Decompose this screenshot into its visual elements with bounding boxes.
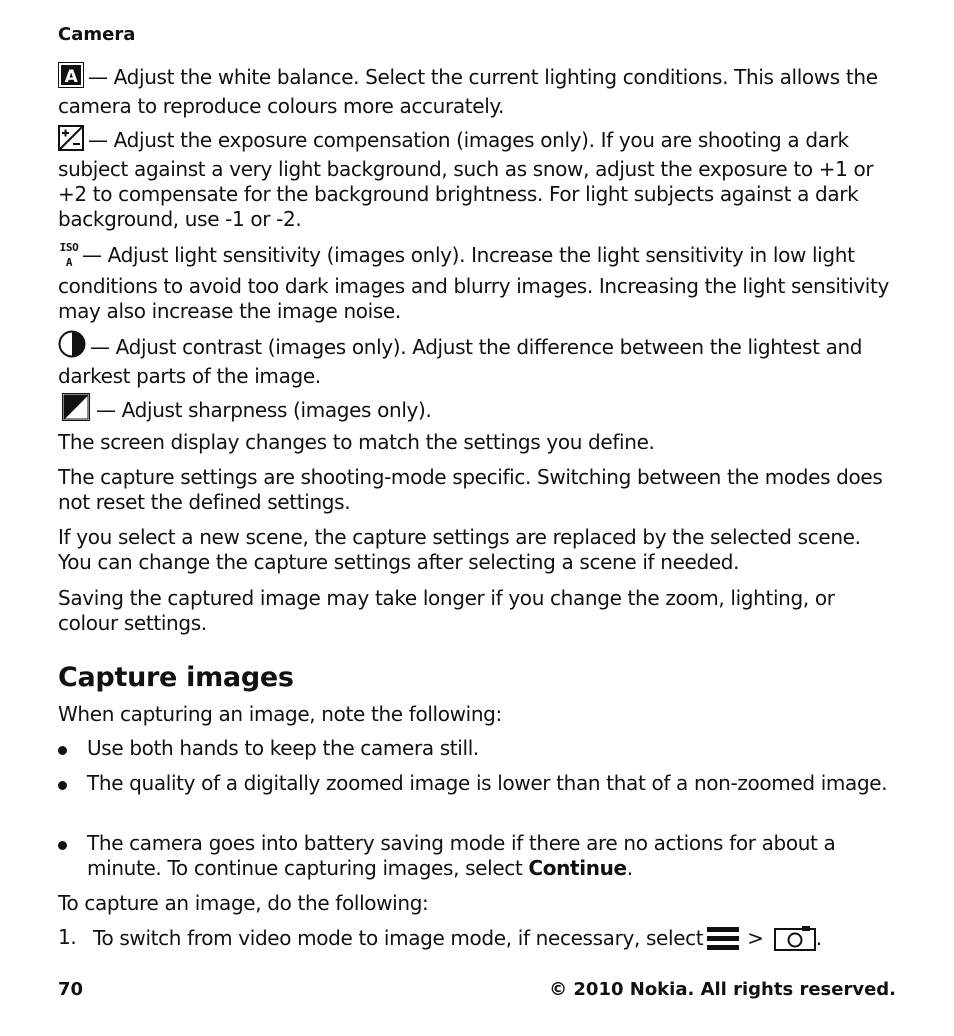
section-header: Camera bbox=[58, 24, 136, 45]
white-balance-setting bbox=[58, 62, 896, 119]
camera-mode-icon bbox=[774, 925, 816, 957]
iso-setting bbox=[58, 240, 896, 324]
contrast-setting bbox=[58, 330, 896, 389]
exposure-setting bbox=[58, 125, 896, 232]
list-item: The camera goes into battery saving mode if there are no actions for about a minute. To continue capturing images, select Continue. bbox=[58, 831, 896, 881]
svg-text:A: A bbox=[65, 256, 73, 268]
iso-icon bbox=[58, 240, 80, 274]
sharpness-setting bbox=[58, 393, 896, 427]
svg-text:ISO: ISO bbox=[59, 241, 79, 254]
exposure-text: — Adjust the exposure compensation (images only). If you are shooting a dark subject against a very light background, such as snow, adjust the exposure to +1 or +2 to compensate for the background brightness. For light subjects against a dark background, use -1 or -2. bbox=[58, 128, 874, 231]
paragraph: If you select a new scene, the capture settings are replaced by the selected scene. You can change the capture settings after selecting a scene if needed. bbox=[58, 525, 861, 574]
contrast-icon bbox=[58, 330, 86, 364]
page-number: 70 bbox=[58, 979, 84, 1000]
copyright: © 2010 Nokia. All rights reserved. bbox=[549, 979, 896, 1000]
paragraph: The screen display changes to match the settings you define. bbox=[58, 430, 655, 454]
capture-intro: When capturing an image, note the following: bbox=[58, 702, 502, 726]
exposure-icon bbox=[58, 125, 84, 157]
svg-text:A: A bbox=[64, 67, 78, 87]
white-balance-icon bbox=[58, 62, 84, 94]
step-item: 1. To switch from video mode to image mode, if necessary, select > . bbox=[58, 925, 896, 957]
bullet-icon bbox=[58, 841, 67, 850]
list-item: The quality of a digitally zoomed image is lower than that of a non-zoomed image. bbox=[58, 771, 896, 796]
menu-icon bbox=[707, 925, 739, 957]
paragraph: Saving the captured image may take longer if you change the zoom, lighting, or colour settings. bbox=[58, 586, 835, 635]
bullet-icon bbox=[58, 746, 67, 755]
bullet-icon bbox=[58, 781, 67, 790]
list-item: Use both hands to keep the camera still. bbox=[58, 736, 896, 761]
sharpness-text: — Adjust sharpness (images only). bbox=[96, 398, 432, 422]
section-title: Capture images bbox=[58, 662, 294, 693]
continue-option: Continue bbox=[528, 856, 627, 880]
steps-intro: To capture an image, do the following: bbox=[58, 891, 429, 915]
iso-text: — Adjust light sensitivity (images only). Increase the light sensitivity in low light conditions to avoid too dark images and blurry images. Increasing the light sensitivity may also increase the image noise. bbox=[58, 243, 889, 323]
paragraph: The capture settings are shooting-mode specific. Switching between the modes does not reset the defined settings. bbox=[58, 465, 883, 514]
white-balance-text: — Adjust the white balance. Select the current lighting conditions. This allows the camera to reproduce colours more accurately. bbox=[58, 65, 878, 118]
sharpness-icon bbox=[62, 393, 90, 427]
contrast-text: — Adjust contrast (images only). Adjust the difference between the lightest and darkest parts of the image. bbox=[58, 335, 863, 388]
